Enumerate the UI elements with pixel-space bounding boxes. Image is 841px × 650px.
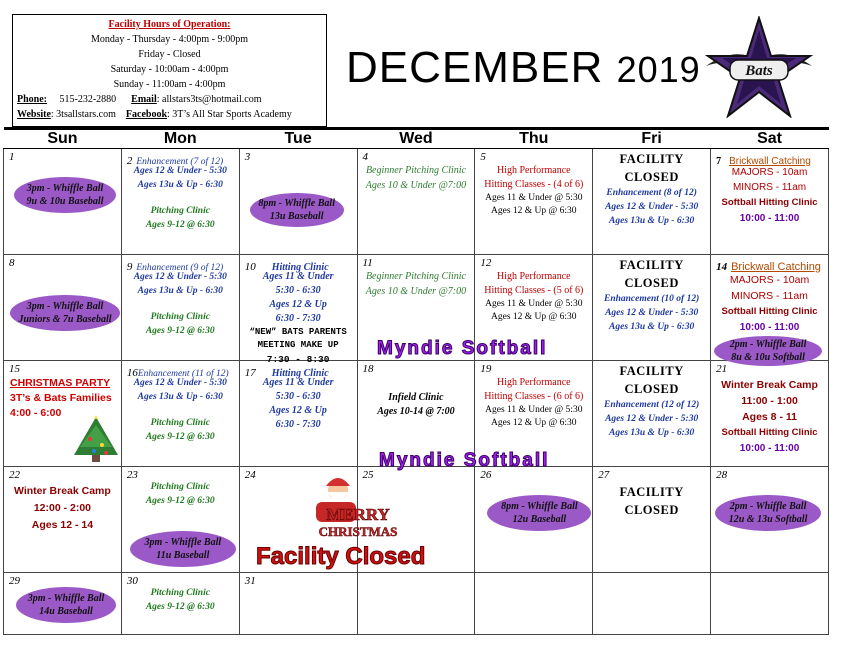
day-cell[interactable] (121, 467, 239, 573)
event-line: Ages 12 & Under - 5:30 (605, 414, 699, 424)
facility-closed-label: FACILITY (619, 258, 684, 272)
facility-closed-label: FACILITY (619, 364, 684, 378)
brickwall-label: Brickwall Catching (729, 156, 811, 167)
title-year: 2019 (616, 49, 701, 90)
day-cell[interactable] (239, 361, 357, 467)
website-value[interactable]: : 3tsallstars.com (50, 109, 116, 120)
day-number: 9 (126, 261, 133, 273)
event-line: 5:30 - 6:30 (275, 285, 321, 296)
event-line: Hitting Classes - (5 of 6) (484, 285, 584, 296)
event-line: 10:00 - 11:00 (739, 443, 800, 454)
pitching-clinic-label: Pitching Clinic (150, 312, 210, 322)
event-line: Ages 10-14 @ 7:00 (377, 406, 455, 417)
day-number: 29 (9, 575, 20, 587)
infield-clinic-label: Infield Clinic (388, 392, 444, 403)
oval-line: 13u Baseball (269, 211, 324, 222)
pitching-clinic-label: Pitching Clinic (150, 482, 210, 492)
day-number: 8 (9, 257, 15, 269)
event-line: Ages 13u & Up - 6:30 (137, 392, 223, 402)
oval-line: 3pm - Whiffle Ball (26, 183, 104, 194)
day-number: 17 (244, 367, 256, 379)
day-number: 27 (598, 469, 610, 481)
day-number: 24 (244, 469, 256, 481)
day-number: 19 (480, 363, 492, 375)
event-line: 6:30 - 7:30 (275, 419, 321, 430)
day-cell[interactable] (593, 361, 711, 467)
merry-text: MERRY (326, 505, 390, 524)
hitting-clinic-label: Hitting Clinic (271, 368, 329, 379)
event-line: MAJORS - 10am (729, 274, 810, 286)
event-line: High Performance (497, 377, 571, 388)
web-row (13, 107, 326, 122)
oval-line: 3pm - Whiffle Ball (144, 537, 222, 548)
oval-line: 2pm - Whiffle Ball (729, 501, 807, 512)
event-line: 12:00 - 2:00 (33, 502, 92, 514)
event-line: Ages 9-12 @ 6:30 (145, 326, 215, 336)
event-oval (487, 495, 591, 531)
day-cell[interactable] (711, 255, 829, 361)
christmas-party-label: CHRISTMAS PARTY (10, 377, 111, 389)
event-line: Ages 12 & Up @ 6:30 (491, 418, 577, 428)
event-line: Ages 12 & Under - 5:30 (605, 202, 699, 212)
day-cell[interactable] (239, 149, 357, 255)
event-line: Ages 10 & Under @7:00 (365, 286, 467, 297)
event-line: Enhancement (8 of 12) (606, 188, 697, 198)
meeting-line: “NEW” BATS PARENTS (249, 327, 347, 337)
event-line: MAJORS - 10am (731, 167, 808, 178)
page-title (346, 38, 701, 100)
event-line: Ages 12 & Up (269, 299, 327, 310)
day-number: 4 (362, 151, 369, 163)
day-number: 31 (244, 575, 256, 587)
day-cell[interactable] (475, 573, 593, 635)
event-line: MINORS - 11am (731, 290, 808, 302)
day-cell[interactable] (4, 149, 122, 255)
event-line: Softball Hitting Clinic (721, 427, 818, 438)
event-oval (130, 531, 236, 567)
event-line: MINORS - 11am (732, 182, 807, 193)
event-line: 5:30 - 6:30 (275, 391, 321, 402)
day-number: 28 (716, 469, 728, 481)
weekday-wed: Wed (357, 129, 475, 149)
day-cell[interactable] (711, 467, 829, 573)
hours-line: Monday - Thursday - 4:00pm - 9:00pm (90, 34, 249, 45)
event-line: 11:00 - 1:00 (741, 395, 798, 407)
event-line: Beginner Pitching Clinic (365, 271, 466, 282)
day-cell[interactable] (711, 361, 829, 467)
myndie-softball-banner: Myndie Softball (379, 450, 550, 471)
weekday-header (4, 129, 829, 149)
oval-line: 3pm - Whiffle Ball (26, 301, 104, 312)
santa-icon (308, 476, 398, 542)
oval-line: 8pm - Whiffle Ball (258, 198, 335, 209)
event-line: Hitting Classes - (4 of 6) (484, 179, 584, 190)
day-number: 14 (716, 261, 728, 273)
day-cell[interactable] (4, 255, 122, 361)
day-number: 12 (480, 257, 492, 269)
website-label: Website (17, 109, 51, 120)
event-line: Enhancement (12 of 12) (604, 400, 700, 410)
event-line: Beginner Pitching Clinic (365, 165, 466, 176)
day-cell[interactable] (593, 467, 711, 573)
week-row (4, 573, 829, 635)
christmas-text: CHRISTMAS (318, 524, 398, 539)
weekday-sun: Sun (4, 129, 122, 149)
day-cell[interactable] (593, 149, 711, 255)
day-cell[interactable] (475, 467, 593, 573)
day-number: 16 (126, 367, 138, 379)
day-number: 23 (126, 469, 138, 481)
day-number: 25 (362, 469, 374, 481)
day-number: 3 (244, 151, 251, 163)
facebook-value[interactable]: : 3T’s All Star Sports Academy (167, 109, 292, 120)
day-cell[interactable] (121, 255, 239, 361)
oval-line: 12u & 13u Softball (728, 514, 808, 525)
day-number: 7 (716, 156, 722, 167)
enhancement-label: Enhancement (7 of 12) (136, 157, 224, 167)
event-line: High Performance (497, 165, 571, 176)
event-line: Softball Hitting Clinic (721, 306, 818, 317)
event-line: Ages 9-12 @ 6:30 (145, 602, 215, 612)
day-number: 18 (362, 363, 374, 375)
meeting-line: 7:30 - 8:30 (266, 354, 330, 365)
oval-line: Juniors & 7u Baseball (18, 314, 112, 325)
event-line: Enhancement (10 of 12) (604, 294, 700, 304)
winter-camp-label: Winter Break Camp (721, 379, 818, 391)
facility-closed-label: CLOSED (624, 170, 679, 184)
event-line: Ages 11 & Under @ 5:30 (485, 193, 583, 203)
day-cell[interactable] (4, 361, 122, 467)
event-line: Ages 11 & Under (262, 271, 334, 282)
event-line: Ages 12 & Under - 5:30 (133, 272, 227, 282)
day-cell[interactable] (239, 255, 357, 365)
event-line: Ages 13u & Up - 6:30 (609, 428, 695, 438)
facility-closed-label: FACILITY (619, 152, 684, 166)
event-oval (715, 495, 821, 531)
weekday-mon: Mon (121, 129, 239, 149)
event-line: 3T’s & Bats Families (10, 392, 112, 404)
event-line: Ages 11 & Under (262, 377, 334, 388)
event-line: Ages 12 & Under - 5:30 (133, 378, 227, 388)
day-cell[interactable] (711, 573, 829, 635)
event-line: 10:00 - 11:00 (739, 322, 800, 333)
week-row (4, 149, 829, 255)
phone-value[interactable]: 515-232-2880 (59, 94, 117, 105)
weekday-sat: Sat (711, 129, 829, 149)
day-cell[interactable] (4, 467, 122, 573)
day-cell[interactable] (4, 573, 122, 635)
hours-line: Friday - Closed (138, 49, 201, 60)
hours-line: Sunday - 11:00am - 4:00pm (113, 79, 226, 90)
facility-closed-label: CLOSED (624, 382, 679, 396)
day-number: 5 (480, 151, 486, 163)
facility-closed-label: CLOSED (624, 276, 679, 290)
hitting-clinic-label: Hitting Clinic (271, 262, 329, 273)
day-number: 22 (9, 469, 20, 481)
oval-line: 2pm - Whiffle Ball (729, 339, 807, 350)
day-number: 21 (716, 363, 728, 375)
event-oval (10, 295, 120, 331)
day-cell[interactable] (239, 573, 357, 635)
pitching-clinic-label: Pitching Clinic (150, 206, 210, 216)
facility-closed-label: FACILITY (619, 485, 684, 499)
christmas-tree-icon (70, 415, 122, 465)
weekday-tue: Tue (239, 129, 357, 149)
day-number: 26 (480, 469, 492, 481)
day-number: 10 (244, 261, 256, 273)
event-line: Ages 12 & Up @ 6:30 (491, 312, 577, 322)
day-number: 2 (126, 155, 133, 167)
title-month: DECEMBER (346, 43, 604, 92)
contact-row (13, 92, 326, 107)
day-number: 1 (9, 151, 15, 163)
oval-line: 11u Baseball (156, 550, 210, 561)
day-cell[interactable] (357, 573, 475, 635)
oval-line: 9u & 10u Baseball (26, 196, 104, 207)
event-line: 4:00 - 6:00 (10, 407, 62, 419)
star-logo-icon (704, 16, 814, 118)
event-line: Ages 11 & Under @ 5:30 (485, 299, 583, 309)
event-line: Ages 13u & Up - 6:30 (609, 322, 695, 332)
event-line: Ages 12 - 14 (31, 519, 94, 531)
event-line: Ages 9-12 @ 6:30 (145, 432, 215, 442)
myndie-softball-banner: Myndie Softball (377, 338, 548, 359)
oval-line: 12u Baseball (512, 514, 567, 525)
event-line: Softball Hitting Clinic (721, 197, 818, 208)
weekday-fri: Fri (593, 129, 711, 149)
facebook-label: Facebook (125, 109, 167, 120)
event-line: Ages 13u & Up - 6:30 (137, 180, 223, 190)
brickwall-label: Brickwall Catching (731, 261, 821, 273)
event-line: Ages 10 & Under @7:00 (365, 180, 467, 191)
event-line: Ages 9-12 @ 6:30 (145, 496, 215, 506)
event-line: Ages 9-12 @ 6:30 (145, 220, 215, 230)
event-line: Ages 12 & Under - 5:30 (133, 166, 227, 176)
weekday-thu: Thu (475, 129, 593, 149)
oval-line: 8pm - Whiffle Ball (501, 501, 578, 512)
event-oval (14, 177, 116, 213)
day-number: 30 (126, 575, 138, 587)
hours-heading: Facility Hours of Operation: (108, 19, 231, 30)
email-label: Email (131, 94, 157, 105)
oval-line: 14u Baseball (39, 606, 93, 617)
day-cell[interactable] (357, 149, 475, 255)
day-number: 11 (362, 257, 373, 269)
event-line: Ages 8 - 11 (742, 411, 797, 423)
day-cell[interactable] (593, 255, 711, 361)
facility-hours-box (12, 14, 327, 127)
enhancement-label: Enhancement (9 of 12) (136, 263, 224, 273)
event-line: Hitting Classes - (6 of 6) (484, 391, 584, 402)
event-oval (16, 587, 116, 623)
event-line: High Performance (497, 271, 571, 282)
day-cell[interactable] (121, 361, 239, 467)
day-cell[interactable] (121, 149, 239, 255)
day-cell[interactable] (121, 573, 239, 635)
event-line: Ages 13u & Up - 6:30 (137, 286, 223, 296)
enhancement-label: Enhancement (11 of 12) (137, 369, 229, 379)
event-line: Ages 13u & Up - 6:30 (609, 216, 695, 226)
facility-closed-banner: Facility Closed (256, 543, 426, 570)
day-cell[interactable] (711, 149, 829, 255)
day-number: 15 (9, 363, 20, 375)
email-value[interactable]: : allstars3ts@hotmail.com (156, 94, 262, 105)
event-line: Ages 12 & Under - 5:30 (605, 308, 699, 318)
oval-line: 8u & 10u Softball (731, 352, 805, 363)
pitching-clinic-label: Pitching Clinic (150, 418, 210, 428)
oval-line: 3pm - Whiffle Ball (27, 593, 105, 604)
hours-line: Saturday - 10:00am - 4:00pm (110, 64, 229, 75)
phone-label: Phone: (17, 94, 47, 105)
event-line: Ages 11 & Under @ 5:30 (485, 405, 583, 415)
event-line: Ages 12 & Up @ 6:30 (491, 206, 577, 216)
pitching-clinic-label: Pitching Clinic (150, 588, 210, 598)
event-line: 6:30 - 7:30 (275, 313, 321, 324)
event-line: Ages 12 & Up (269, 405, 327, 416)
facility-closed-label: CLOSED (624, 503, 679, 517)
event-line: 10:00 - 11:00 (739, 213, 800, 224)
day-cell[interactable] (475, 149, 593, 255)
day-cell[interactable] (593, 573, 711, 635)
meeting-line: MEETING MAKE UP (257, 340, 339, 350)
event-oval (250, 193, 344, 227)
winter-camp-label: Winter Break Camp (14, 485, 111, 497)
logo-text: Bats (745, 63, 773, 79)
